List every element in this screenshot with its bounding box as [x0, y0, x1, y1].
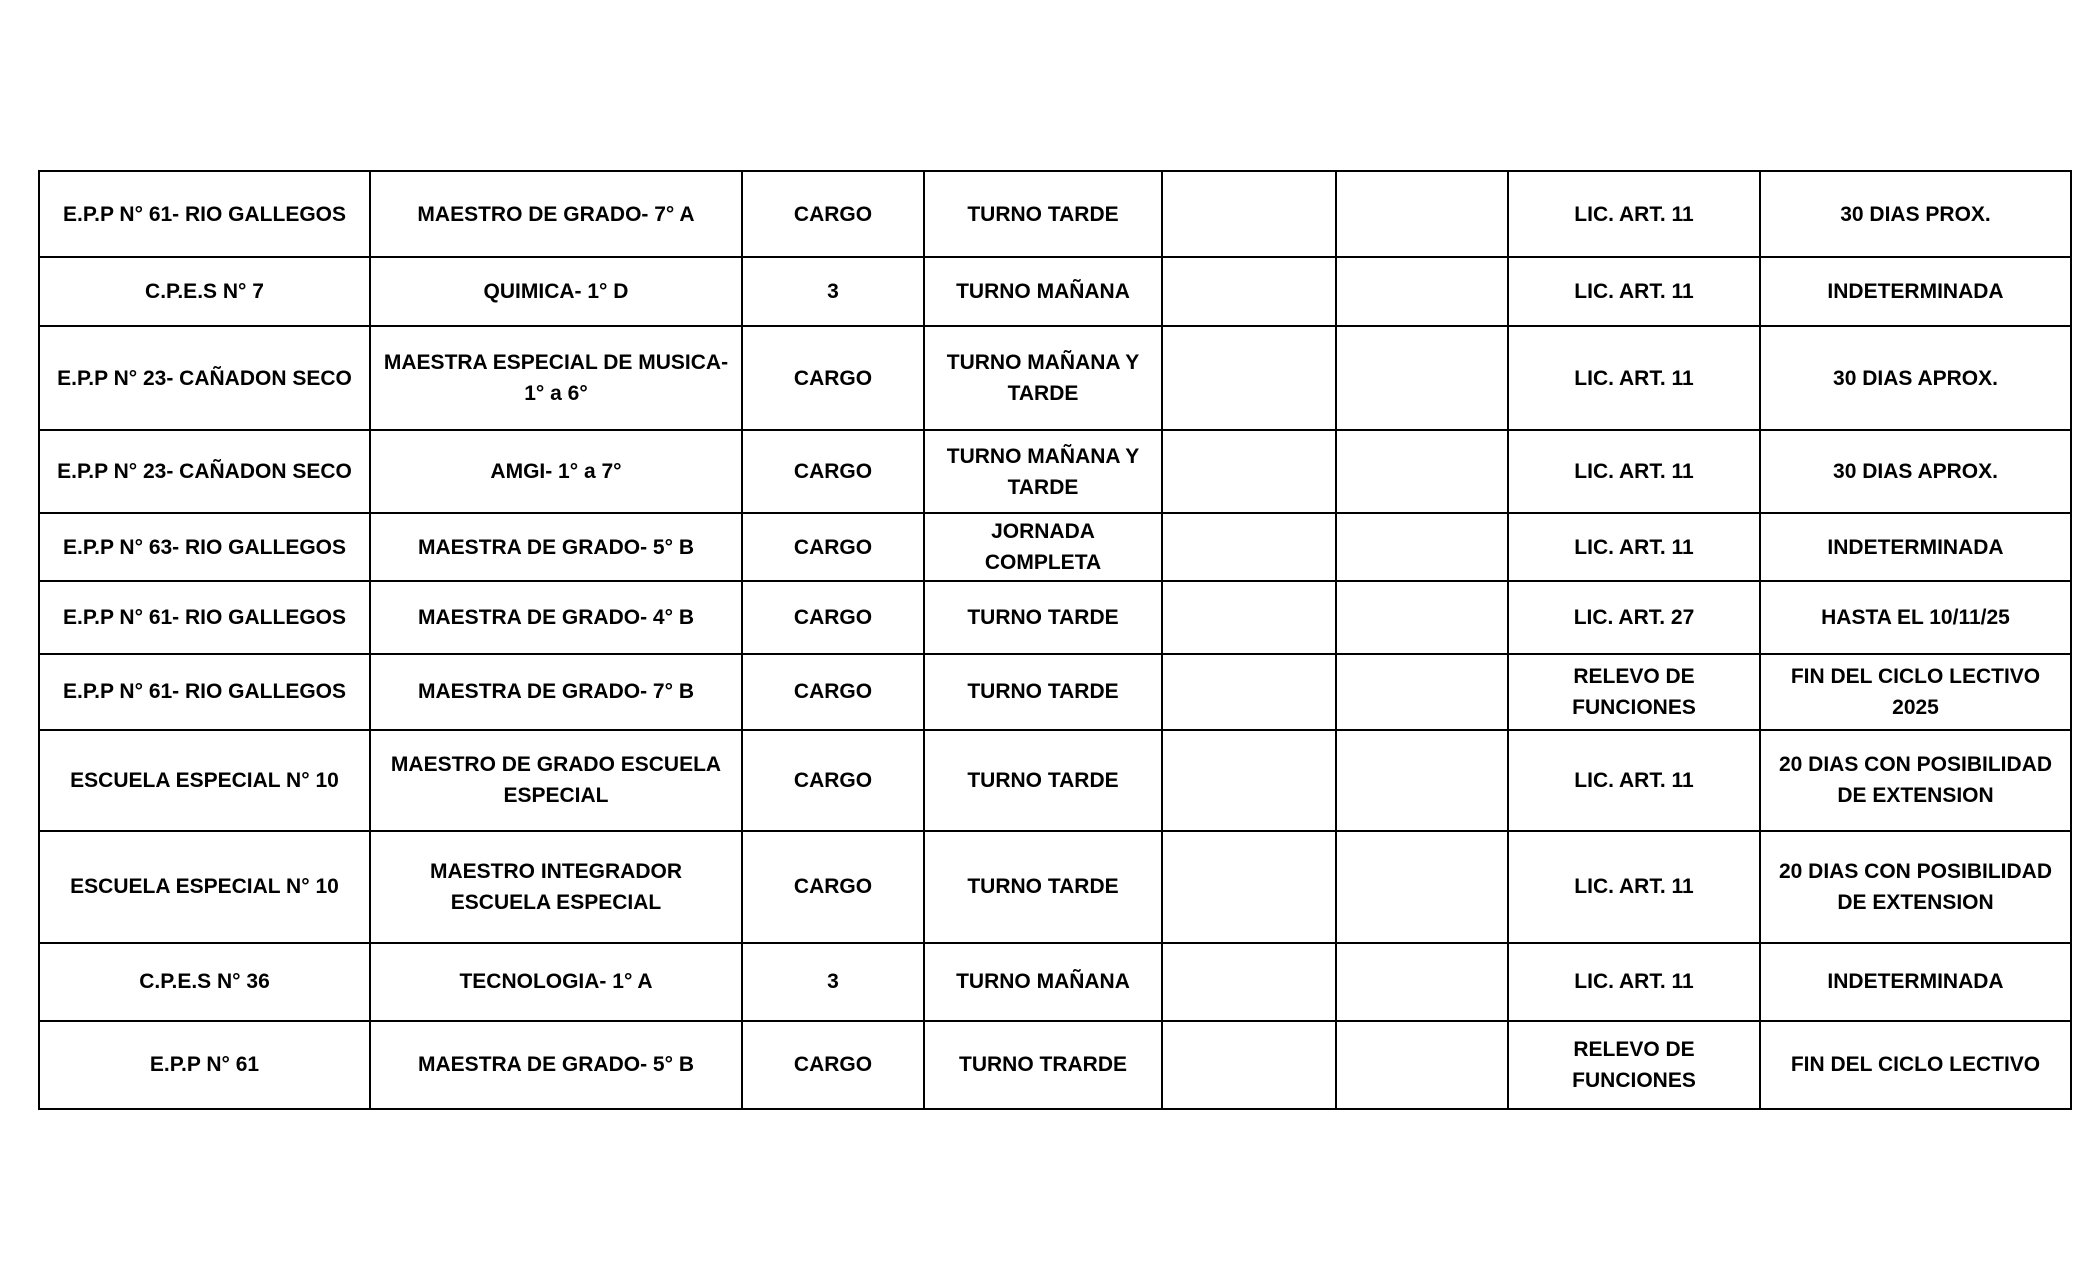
- reason-cell: LIC. ART. 11: [1508, 943, 1760, 1021]
- reason-cell: LIC. ART. 27: [1508, 581, 1760, 654]
- shift-cell: TURNO TARDE: [924, 654, 1162, 729]
- blank-cell: [1336, 943, 1508, 1021]
- blank-cell: [1162, 654, 1336, 729]
- duration-cell: 30 DIAS APROX.: [1760, 430, 2071, 513]
- blank-cell: [1162, 943, 1336, 1021]
- blank-cell: [1162, 326, 1336, 430]
- type-cell: CARGO: [742, 730, 924, 831]
- school-cell: E.P.P N° 61: [39, 1021, 370, 1109]
- type-cell: CARGO: [742, 1021, 924, 1109]
- table-row: [39, 171, 2071, 257]
- shift-cell: TURNO MAÑANA Y TARDE: [924, 326, 1162, 430]
- position-cell: MAESTRA ESPECIAL DE MUSICA- 1° a 6°: [370, 326, 742, 430]
- blank-cell: [1336, 581, 1508, 654]
- blank-cell: [1162, 1021, 1336, 1109]
- blank-cell: [1162, 430, 1336, 513]
- blank-cell: [1336, 654, 1508, 729]
- school-cell: C.P.E.S N° 7: [39, 257, 370, 326]
- blank-cell: [1336, 513, 1508, 581]
- blank-cell: [1162, 257, 1336, 326]
- shift-cell: TURNO TARDE: [924, 581, 1162, 654]
- duration-cell: 20 DIAS CON POSIBILIDAD DE EXTENSION: [1760, 730, 2071, 831]
- school-cell: E.P.P N° 23- CAÑADON SECO: [39, 326, 370, 430]
- duration-cell: INDETERMINADA: [1760, 943, 2071, 1021]
- shift-cell: TURNO MAÑANA: [924, 943, 1162, 1021]
- table-row: [39, 513, 2071, 581]
- blank-cell: [1162, 730, 1336, 831]
- position-cell: TECNOLOGIA- 1° A: [370, 943, 742, 1021]
- reason-cell: LIC. ART. 11: [1508, 831, 1760, 943]
- shift-cell: TURNO TARDE: [924, 730, 1162, 831]
- assignments-table: [38, 170, 2072, 1110]
- reason-cell: LIC. ART. 11: [1508, 513, 1760, 581]
- reason-cell: LIC. ART. 11: [1508, 171, 1760, 257]
- duration-cell: INDETERMINADA: [1760, 513, 2071, 581]
- reason-cell: RELEVO DE FUNCIONES: [1508, 1021, 1760, 1109]
- table-row: [39, 831, 2071, 943]
- reason-cell: LIC. ART. 11: [1508, 730, 1760, 831]
- position-cell: MAESTRO DE GRADO ESCUELA ESPECIAL: [370, 730, 742, 831]
- shift-cell: TURNO TRARDE: [924, 1021, 1162, 1109]
- duration-cell: 30 DIAS PROX.: [1760, 171, 2071, 257]
- type-cell: 3: [742, 943, 924, 1021]
- table-row: [39, 430, 2071, 513]
- school-cell: E.P.P N° 23- CAÑADON SECO: [39, 430, 370, 513]
- duration-cell: FIN DEL CICLO LECTIVO: [1760, 1021, 2071, 1109]
- blank-cell: [1162, 171, 1336, 257]
- duration-cell: 30 DIAS APROX.: [1760, 326, 2071, 430]
- type-cell: CARGO: [742, 513, 924, 581]
- reason-cell: RELEVO DE FUNCIONES: [1508, 654, 1760, 729]
- position-cell: QUIMICA- 1° D: [370, 257, 742, 326]
- shift-cell: JORNADA COMPLETA: [924, 513, 1162, 581]
- table-row: [39, 581, 2071, 654]
- type-cell: CARGO: [742, 326, 924, 430]
- blank-cell: [1336, 1021, 1508, 1109]
- blank-cell: [1336, 257, 1508, 326]
- duration-cell: 20 DIAS CON POSIBILIDAD DE EXTENSION: [1760, 831, 2071, 943]
- school-cell: C.P.E.S N° 36: [39, 943, 370, 1021]
- school-cell: E.P.P N° 63- RIO GALLEGOS: [39, 513, 370, 581]
- table-row: [39, 730, 2071, 831]
- position-cell: MAESTRO INTEGRADOR ESCUELA ESPECIAL: [370, 831, 742, 943]
- school-cell: E.P.P N° 61- RIO GALLEGOS: [39, 171, 370, 257]
- shift-cell: TURNO TARDE: [924, 831, 1162, 943]
- duration-cell: HASTA EL 10/11/25: [1760, 581, 2071, 654]
- type-cell: CARGO: [742, 831, 924, 943]
- blank-cell: [1336, 831, 1508, 943]
- reason-cell: LIC. ART. 11: [1508, 326, 1760, 430]
- type-cell: CARGO: [742, 171, 924, 257]
- blank-cell: [1162, 581, 1336, 654]
- duration-cell: INDETERMINADA: [1760, 257, 2071, 326]
- blank-cell: [1336, 171, 1508, 257]
- shift-cell: TURNO TARDE: [924, 171, 1162, 257]
- table-row: [39, 326, 2071, 430]
- shift-cell: TURNO MAÑANA: [924, 257, 1162, 326]
- blank-cell: [1162, 513, 1336, 581]
- shift-cell: TURNO MAÑANA Y TARDE: [924, 430, 1162, 513]
- blank-cell: [1162, 831, 1336, 943]
- school-cell: E.P.P N° 61- RIO GALLEGOS: [39, 581, 370, 654]
- school-cell: ESCUELA ESPECIAL N° 10: [39, 831, 370, 943]
- blank-cell: [1336, 430, 1508, 513]
- position-cell: MAESTRA DE GRADO- 5° B: [370, 513, 742, 581]
- type-cell: 3: [742, 257, 924, 326]
- position-cell: MAESTRA DE GRADO- 5° B: [370, 1021, 742, 1109]
- blank-cell: [1336, 730, 1508, 831]
- reason-cell: LIC. ART. 11: [1508, 430, 1760, 513]
- position-cell: MAESTRA DE GRADO- 7° B: [370, 654, 742, 729]
- table-row: [39, 654, 2071, 729]
- duration-cell: FIN DEL CICLO LECTIVO 2025: [1760, 654, 2071, 729]
- type-cell: CARGO: [742, 430, 924, 513]
- position-cell: MAESTRO DE GRADO- 7° A: [370, 171, 742, 257]
- table-row: [39, 943, 2071, 1021]
- table-row: [39, 257, 2071, 326]
- school-cell: ESCUELA ESPECIAL N° 10: [39, 730, 370, 831]
- type-cell: CARGO: [742, 654, 924, 729]
- type-cell: CARGO: [742, 581, 924, 654]
- reason-cell: LIC. ART. 11: [1508, 257, 1760, 326]
- blank-cell: [1336, 326, 1508, 430]
- table-row: [39, 1021, 2071, 1109]
- school-cell: E.P.P N° 61- RIO GALLEGOS: [39, 654, 370, 729]
- position-cell: AMGI- 1° a 7°: [370, 430, 742, 513]
- position-cell: MAESTRA DE GRADO- 4° B: [370, 581, 742, 654]
